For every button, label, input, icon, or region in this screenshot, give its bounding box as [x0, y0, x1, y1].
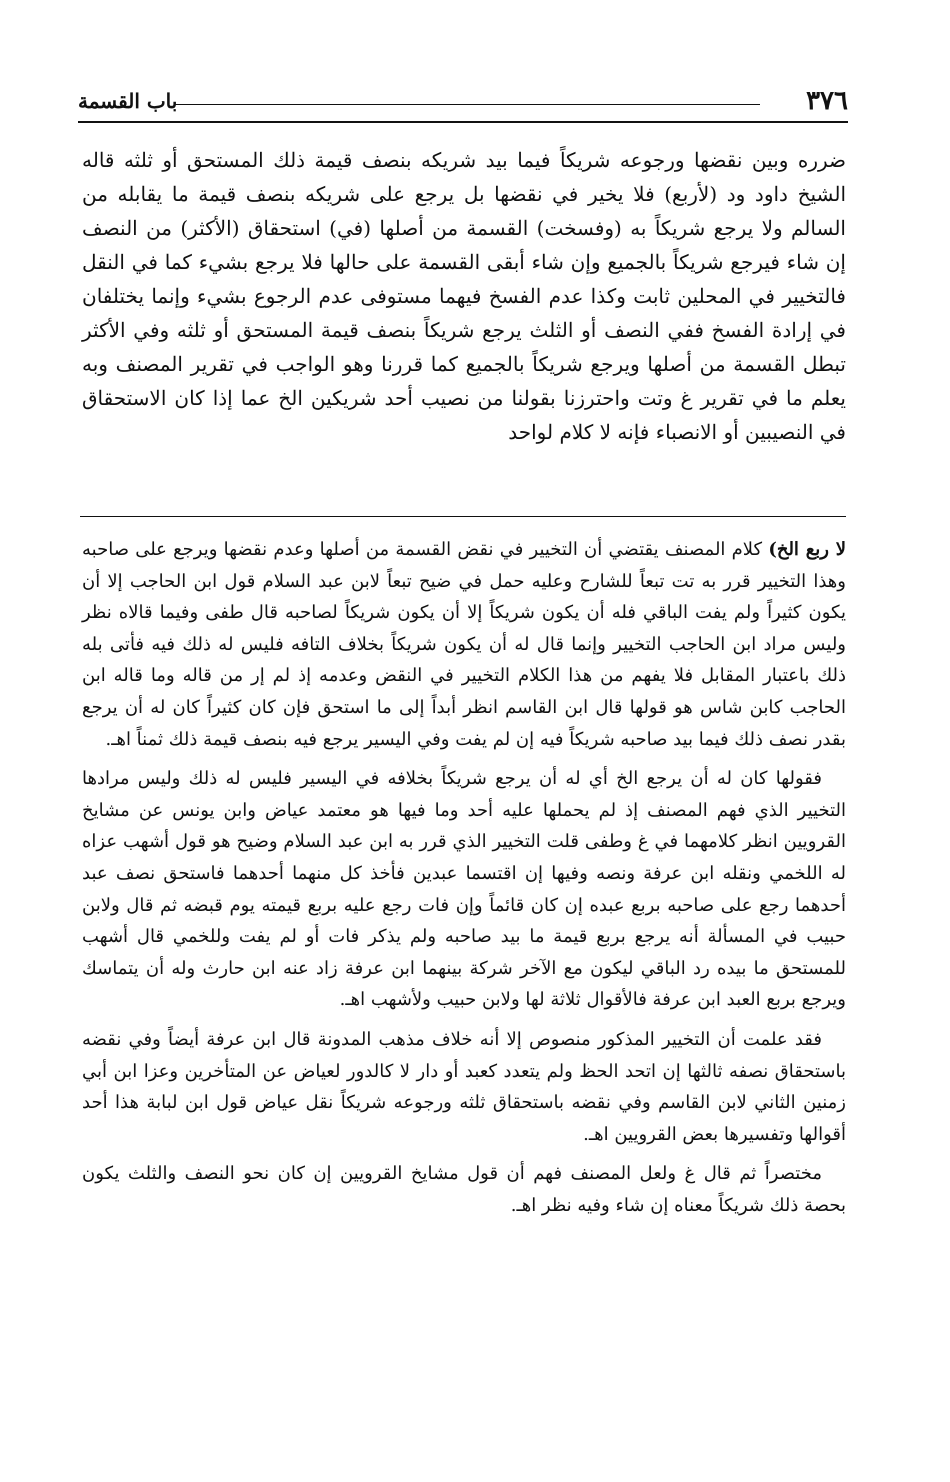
main-text — [82, 143, 846, 449]
commentary-paragraph-3: فقد علمت أن التخيير المذكور منصوص إلا أنه خلاف مذهب المدونة قال ابن عرفة أيضاً وفي نقضه باستحقاق نصفه ثالثها إن اتحد الحظ ولم يتعدد كعبد أو دار لا كالدور لعياض عن المتأخرين وعزا ابن أبي زمنين الثاني لابن القاسم وفي نقضه باستحقاق ثلثه ورجوعه شريكاً نقل عياض قول ابن لبابة هذا أحد أقوالها وتفسيرها بعض القرويين اهـ. — [82, 1028, 846, 1145]
chapter-title: باب القسمة — [78, 89, 178, 113]
header-rule — [78, 121, 848, 123]
commentary-lead: لا ربع الخ) — [768, 539, 846, 560]
commentary-text-1: كلام المصنف يقتضي أن التخيير في نقض القسمة من أصلها وعدم نقضها ويرجع على صاحبه وهذا التخيير قرر به تت تبعاً للشارح وعليه حمل في ضيح تبعاً لابن عبد السلام قول ابن الحاجب إلا أن يكون كثيراً ولم يفت الباقي فله أن يكون شريكاً إلا أن يكون شريكاً لصاحبه قال طفى وفيما قالاه نظر وليس مراد ابن الحاجب التخيير وإنما قال له أن يكون شريكاً بخلاف التافه فليس له ذلك فيه فأتى بله ذلك باعتبار المقابل فلا يفهم من هذا الكلام التخيير في النقض وعدمه إذ لم إر من قاله وما قاله ابن الحاجب كابن شاس هو قولها قال ابن القاسم انظر أبداً إلى ما استحق فإن كان كثيراً كان له أن يرجع بقدر نصف ذلك فيما بيد صاحبه شريكاً فيه إن لم يفت وفي اليسير يرجع فيه بنصف قيمة ذلك ثمناً اهـ. — [82, 539, 846, 750]
commentary-section — [82, 534, 846, 1229]
page-header — [78, 84, 848, 118]
page-number: ٣٧٦ — [806, 86, 848, 116]
commentary-paragraph-4: مختصراً ثم قال غ ولعل المصنف فهم أن قول مشايخ القرويين إن كان نحو النصف والثلث يكون بحصة ذلك شريكاً معناه إن شاء وفيه نظر اهـ. — [82, 1163, 846, 1216]
footnote-separator — [80, 516, 846, 517]
commentary-paragraph-2: فقولها كان له أن يرجع الخ أي له أن يرجع شريكاً بخلافه في اليسير فليس له ذلك وليس مرادها التخيير الذي فهم المصنف إذ لم يحملها عليه أحد وما فيها هو معتمد عياض وابن يونس عن مشايخ القرويين انظر كلامهما في غ وطفى قلت التخيير الذي قرر به ابن عبد السلام وضيح هو قول أشهب عزاه له اللخمي ونقله ابن عرفة ونصه وفيها إن اقتسما عبدين فأخذ كل منهما أحدهما فاستحق نصف عبد أحدهما رجع على صاحبه بربع عبده إن كان قائماً وإن فات رجع عليه بربع قيمته يوم قبضه ثم قال ولابن حبيب في المسألة أنه يرجع بربع قيمة ما بيد صاحبه ولم يذكر فات أو لم يفت وللخمي قال أشهب للمستحق ما بيده رد الباقي ليكون مع الآخر شركة بينهما ابن عرفة زاد عنه ابن حارث وله أن يتماسك ويرجع بربع العبد ابن عرفة فالأقوال ثلاثة لها ولابن حبيب ولأشهب اهـ. — [82, 768, 846, 1011]
commentary-paragraph-1 — [82, 534, 846, 755]
main-paragraph: ضرره وبين نقضها ورجوعه شريكاً فيما بيد شريكه بنصف قيمة ذلك المستحق أو ثلثه قاله الشيخ داود ود (لأربع) فلا يخير في نقضها بل يرجع على شريكه بنصف قيمة ما يقابله من السالم ولا يرجع شريكاً به (وفسخت) القسمة من أصلها (في) استحقاق (الأكثر) من النصف إن شاء فيرجع شريكاً بالجميع وإن شاء أبقى القسمة على حالها فلا يرجع بشيء كما في النقل فالتخيير في المحلين ثابت وكذا عدم الفسخ فيهما مستوفى عدم الرجوع بشيء وإنما يختلفان في إرادة الفسخ ففي النصف أو الثلث يرجع شريكاً بنصف قيمة المستحق أو ثلثه وفي الأكثر تبطل القسمة من أصلها ويرجع شريكاً بالجميع كما قررنا وهو الواجب في تقرير المصنف وبه يعلم ما في تقرير غ وتت واحترزنا بقولنا من نصيب أحد شريكين الخ عما إذا كان الاستحقاق في النصيبين أو الانصباء فإنه لا كلام لواحد — [82, 148, 846, 444]
header-line — [174, 104, 760, 105]
